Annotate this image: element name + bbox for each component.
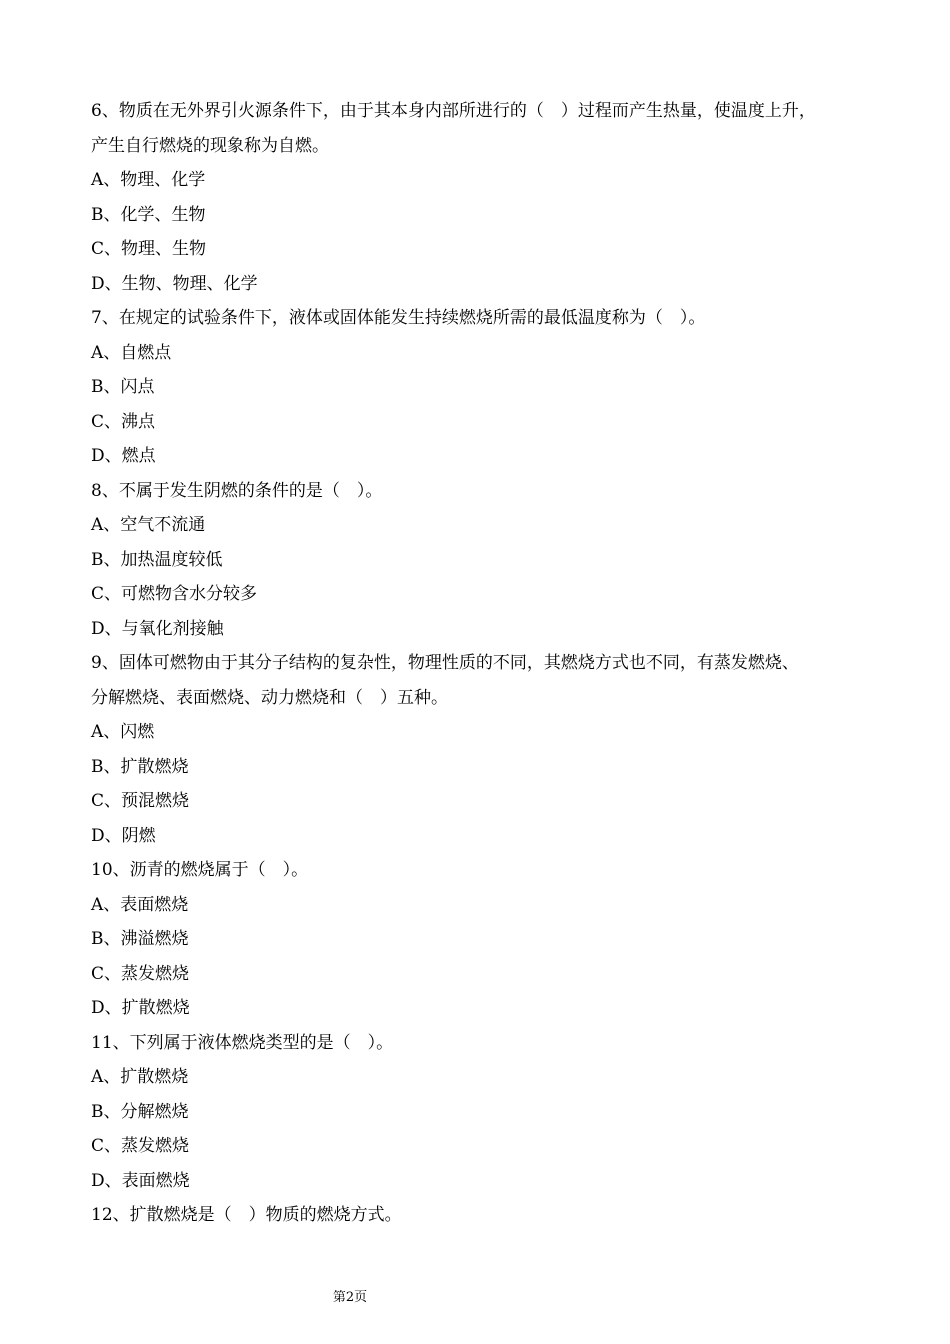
question-stem-line: 11、下列属于液体燃烧类型的是（ ）。 (91, 1032, 394, 1053)
option-c: C、预混燃烧 (91, 791, 190, 811)
question-12 (91, 1198, 871, 1233)
option-a: A、物理、化学 (91, 170, 206, 190)
question-stem-line: 10、沥青的燃烧属于（ ）。 (91, 860, 309, 880)
page-number: 第2页 (332, 1290, 368, 1305)
question-stem-line: 9、固体可燃物由于其分子结构的复杂性，物理性质的不同，其燃烧方式也不同，有蒸发燃烧、 (91, 653, 799, 673)
option-b: B、加热温度较低 (91, 549, 223, 570)
option-d: D、表面燃烧 (91, 1170, 190, 1191)
question-7 (91, 301, 871, 474)
option-b: B、分解燃烧 (91, 1101, 189, 1122)
question-stem-line: 产生自行燃烧的现象称为自燃。 (91, 135, 329, 156)
option-b: B、沸溢燃烧 (91, 929, 189, 949)
option-c: C、蒸发燃烧 (91, 963, 190, 984)
question-6 (91, 94, 871, 301)
option-d: D、与氧化剂接触 (91, 618, 224, 639)
question-stem-line: 7、在规定的试验条件下，液体或固体能发生持续燃烧所需的最低温度称为（ ）。 (91, 308, 706, 328)
option-c: C、可燃物含水分较多 (91, 584, 258, 604)
option-d: D、燃点 (91, 446, 156, 466)
option-d: D、生物、物理、化学 (91, 273, 258, 294)
option-a: A、自燃点 (91, 342, 172, 363)
question-list (91, 94, 871, 1233)
question-9 (91, 646, 871, 853)
option-b: B、化学、生物 (91, 204, 206, 225)
option-b: B、扩散燃烧 (91, 756, 189, 777)
option-d: D、扩散燃烧 (91, 998, 190, 1018)
option-c: C、物理、生物 (91, 239, 207, 259)
question-11 (91, 1026, 871, 1199)
question-stem-line: 12、扩散燃烧是（ ）物质的燃烧方式。 (91, 1205, 402, 1225)
option-a: A、空气不流通 (91, 515, 206, 535)
question-stem-line: 6、物质在无外界引火源条件下，由于其本身内部所进行的（ ）过程而产生热量，使温度上升， (91, 101, 816, 121)
question-stem-line: 分解燃烧、表面燃烧、动力燃烧和（ ）五种。 (91, 687, 448, 708)
option-a: A、表面燃烧 (91, 894, 189, 915)
option-a: A、扩散燃烧 (91, 1067, 189, 1087)
question-stem-line: 8、不属于发生阴燃的条件的是（ ）。 (91, 480, 383, 501)
question-10 (91, 853, 871, 1026)
option-c: C、蒸发燃烧 (91, 1136, 190, 1156)
option-c: C、沸点 (91, 411, 156, 432)
option-d: D、阴燃 (91, 825, 156, 846)
option-b: B、闪点 (91, 377, 155, 397)
option-a: A、闪燃 (91, 722, 155, 742)
question-8 (91, 474, 871, 647)
